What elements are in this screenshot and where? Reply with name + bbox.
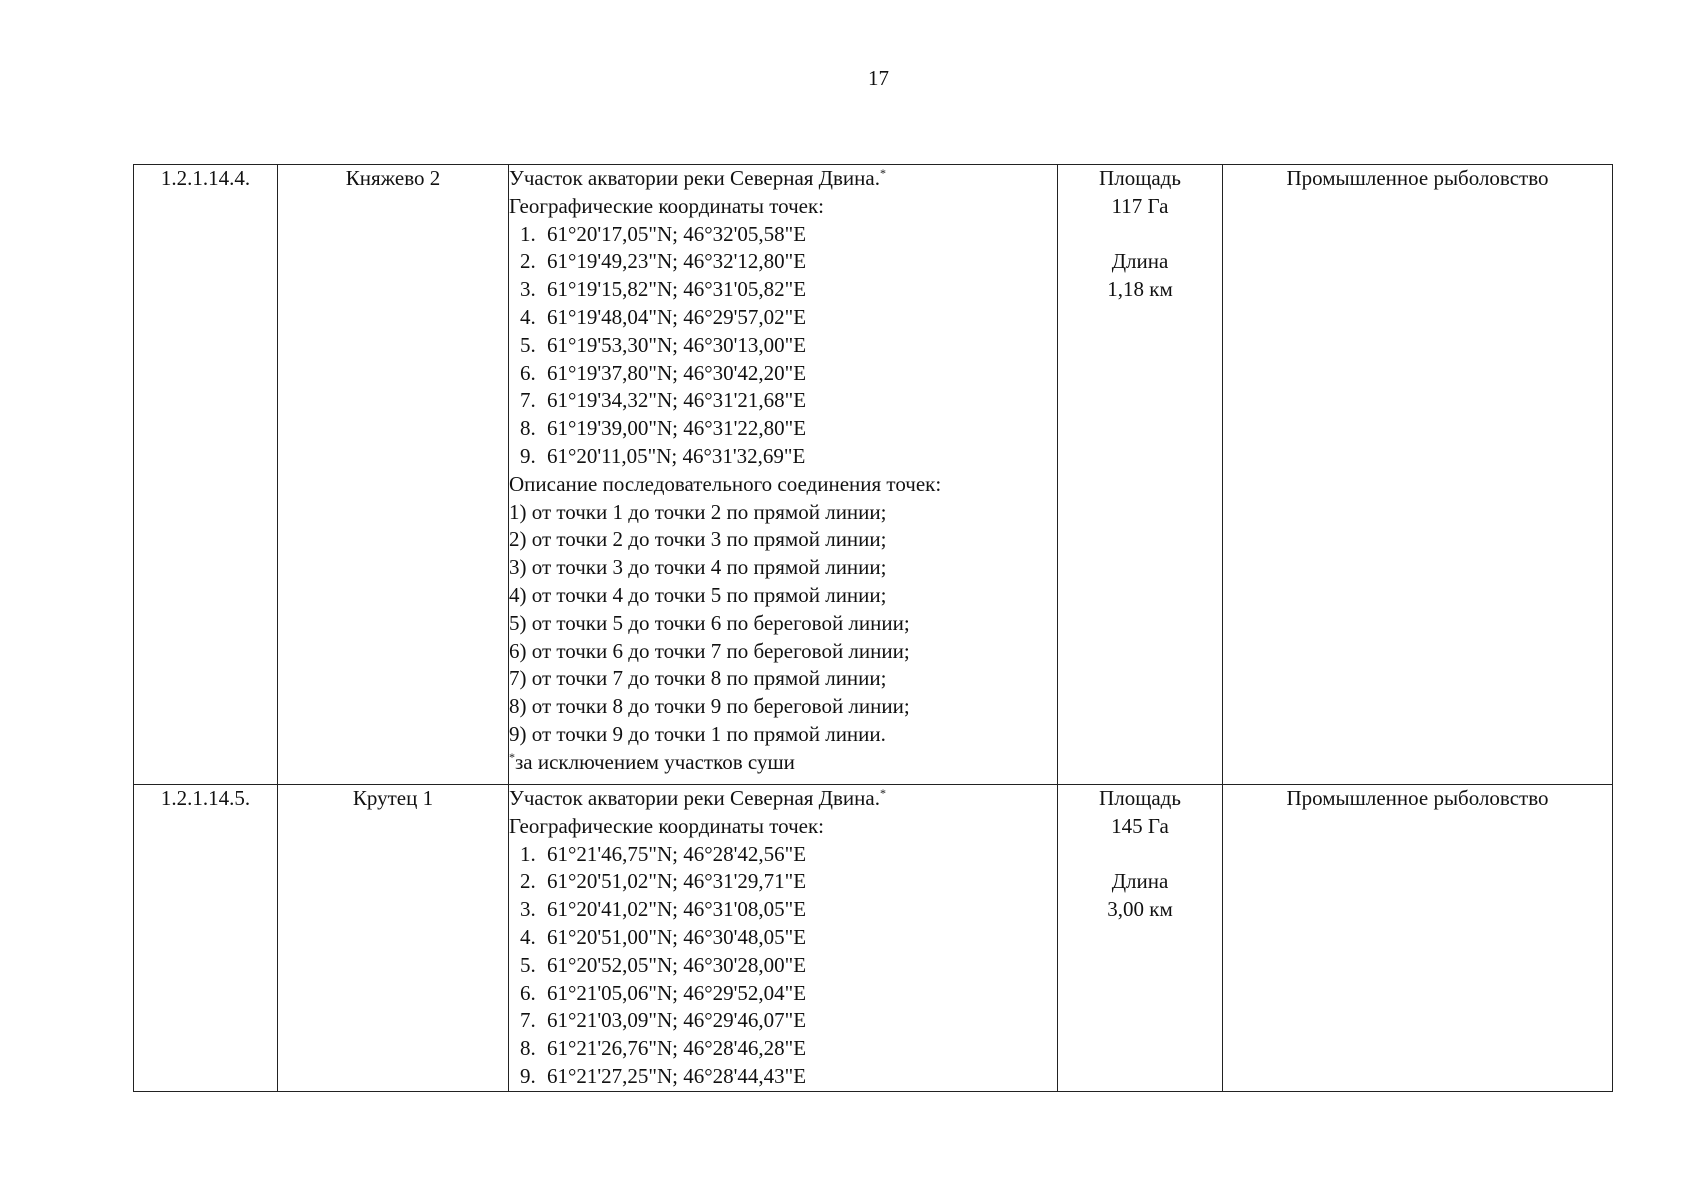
length-value: 3,00 км	[1107, 897, 1173, 922]
coordinate-item: 1. 61°20'17,05"N; 46°32'05,58"E	[541, 221, 1057, 249]
coordinate-item: 8. 61°21'26,76"N; 46°28'46,28"E	[541, 1035, 1057, 1063]
connection-item: 9) от точки 9 до точки 1 по прямой линии.	[509, 721, 886, 746]
area-title: Участок акватории реки Северная Двина.*	[509, 786, 886, 810]
coordinate-item: 5. 61°20'52,05"N; 46°30'28,00"E	[541, 952, 1057, 980]
area-size	[1058, 785, 1223, 1092]
connection-label: Описание последовательного соединения точек:	[509, 471, 942, 496]
fishing-areas-table	[133, 164, 1613, 1092]
row-number: 1.2.1.14.5.	[134, 785, 278, 1092]
table-row	[134, 785, 1613, 1092]
coordinate-item: 7. 61°21'03,09"N; 46°29'46,07"E	[541, 1007, 1057, 1035]
coordinate-item: 4. 61°20'51,00"N; 46°30'48,05"E	[541, 924, 1057, 952]
area-use: Промышленное рыболовство	[1223, 165, 1613, 785]
coordinate-item: 2. 61°19'49,23"N; 46°32'12,80"E	[541, 248, 1057, 276]
footnote: *за исключением участков суши	[509, 749, 795, 774]
connection-item: 5) от точки 5 до точки 6 по береговой линии;	[509, 610, 910, 635]
coordinate-item: 3. 61°19'15,82"N; 46°31'05,82"E	[541, 276, 1057, 304]
area-description	[509, 785, 1058, 1092]
coordinate-list	[509, 841, 1057, 1091]
length-value: 1,18 км	[1107, 277, 1173, 302]
coordinate-item: 3. 61°20'41,02"N; 46°31'08,05"E	[541, 896, 1057, 924]
area-size	[1058, 165, 1223, 785]
length-label: Длина	[1111, 869, 1169, 894]
coordinate-item: 9. 61°21'27,25"N; 46°28'44,43"E	[541, 1063, 1057, 1091]
coordinate-item: 7. 61°19'34,32"N; 46°31'21,68"E	[541, 387, 1057, 415]
connection-item: 2) от точки 2 до точки 3 по прямой линии;	[509, 527, 887, 552]
footnote-marker: *	[879, 166, 886, 180]
connection-item: 6) от точки 6 до точки 7 по береговой линии;	[509, 638, 910, 663]
coords-label: Географические координаты точек:	[509, 193, 824, 218]
coordinate-item: 6. 61°19'37,80"N; 46°30'42,20"E	[541, 360, 1057, 388]
area-value: 145 Га	[1111, 813, 1169, 838]
coordinate-item: 1. 61°21'46,75"N; 46°28'42,56"E	[541, 841, 1057, 869]
footnote-marker: *	[509, 749, 515, 764]
area-use: Промышленное рыболовство	[1223, 785, 1613, 1092]
length-label: Длина	[1111, 249, 1169, 274]
table-row	[134, 165, 1613, 785]
footnote-marker: *	[879, 786, 886, 800]
area-label: Площадь	[1099, 166, 1181, 190]
area-value: 117 Га	[1111, 193, 1169, 218]
connection-item: 4) от точки 4 до точки 5 по прямой линии;	[509, 582, 887, 607]
page-number: 17	[868, 66, 889, 90]
coordinate-item: 8. 61°19'39,00"N; 46°31'22,80"E	[541, 415, 1057, 443]
connection-item: 7) от точки 7 до точки 8 по прямой линии;	[509, 666, 887, 691]
row-number: 1.2.1.14.4.	[134, 165, 278, 785]
area-title: Участок акватории реки Северная Двина.*	[509, 166, 886, 190]
coordinate-item: 2. 61°20'51,02"N; 46°31'29,71"E	[541, 868, 1057, 896]
connection-item: 3) от точки 3 до точки 4 по прямой линии;	[509, 555, 887, 580]
area-label: Площадь	[1099, 786, 1181, 810]
coordinate-item: 5. 61°19'53,30"N; 46°30'13,00"E	[541, 332, 1057, 360]
connection-item: 1) от точки 1 до точки 2 по прямой линии;	[509, 499, 887, 524]
coordinate-item: 9. 61°20'11,05"N; 46°31'32,69"E	[541, 443, 1057, 471]
connection-item: 8) от точки 8 до точки 9 по береговой линии;	[509, 694, 910, 719]
coordinate-item: 4. 61°19'48,04"N; 46°29'57,02"E	[541, 304, 1057, 332]
coordinate-list	[509, 221, 1057, 471]
area-name: Крутец 1	[278, 785, 509, 1092]
coordinate-item: 6. 61°21'05,06"N; 46°29'52,04"E	[541, 980, 1057, 1008]
area-name: Княжево 2	[278, 165, 509, 785]
area-description	[509, 165, 1058, 785]
coords-label: Географические координаты точек:	[509, 813, 824, 838]
